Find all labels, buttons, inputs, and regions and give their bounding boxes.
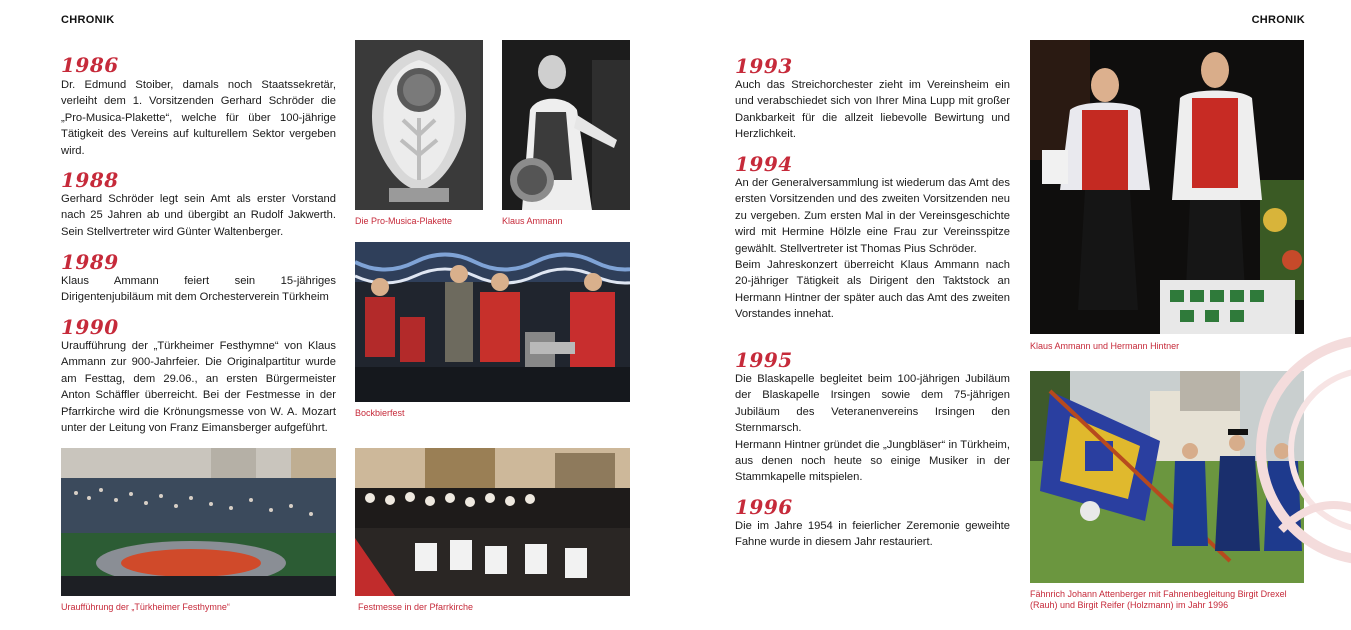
caption-festmesse: Festmesse in der Pfarrkirche	[358, 602, 474, 612]
year-heading-1986: 1986	[61, 53, 119, 77]
page-header-left: CHRONIK	[61, 14, 115, 26]
entry-text-1990: Uraufführung der „Türkheimer Festhymne“ von Klaus Ammann zur 900-Jahrfeier. Die Originalpartitur wurde am Festtag, dem 29.06., an ersten Bürgermeister Anton Schäffler überreicht. Bei der Festmesse in der Pfarrkirche wird die Krönungsmesse von W. A. Mozart unter der Leitung von Franz Eimansberger aufgeführt.	[61, 340, 336, 435]
caption-ammann-hintner: Klaus Ammann und Hermann Hintner	[1030, 341, 1180, 351]
festmesse-photo	[355, 448, 630, 596]
caption-ammann: Klaus Ammann	[502, 216, 563, 226]
entry-text-1986: Dr. Edmund Stoiber, damals noch Staatssekretär, verleiht dem 1. Vorsitzenden Gerhard Schröder die „Pro-Musica-Plakette“, welche für über 100-jährige Tätigkeit des Vereins auf kulturellem Sektor vergeben wird.	[61, 79, 336, 157]
year-heading-1995: 1995	[735, 348, 793, 372]
caption-plakette: Die Pro-Musica-Plakette	[355, 216, 453, 226]
entry-text-1995	[735, 371, 1010, 486]
year-heading-1989: 1989	[61, 250, 119, 274]
klaus-ammann-photo	[502, 40, 630, 210]
caption-faehnrich: Fähnrich Johann Attenberger mit Fahnenbegleitung Birgit Drexel (Rauh) und Birgit Reifer (Holzmann) im Jahr 1996	[1030, 589, 1287, 610]
year-heading-1994: 1994	[735, 152, 793, 176]
page-header-right: CHRONIK	[1251, 14, 1305, 26]
plakette-photo	[355, 40, 483, 210]
festhymne-photo	[61, 448, 336, 596]
year-heading-1993: 1993	[735, 54, 793, 78]
entry-text-1995-part1: Die Blaskapelle begleitet beim 100-jährigen Jubiläum der Blaskapelle Irsingen sowie dem 75-jährigen Jubiläum des Veteranenvereins Irsingen den Sternmarsch.	[735, 373, 1010, 435]
ammann-hintner-photo	[1030, 40, 1304, 334]
year-heading-1990: 1990	[61, 315, 119, 339]
entry-text-1996: Die im Jahre 1954 in feierlicher Zeremonie geweihte Fahne wurde in diesem Jahr restauriert.	[735, 520, 1010, 549]
year-heading-1996: 1996	[735, 495, 793, 519]
caption-bockbierfest: Bockbierfest	[355, 408, 405, 418]
caption-festhymne: Uraufführung der „Türkheimer Festhymne“	[61, 602, 230, 612]
entry-text-1993: Auch das Streichorchester zieht im Vereinsheim ein und verabschiedet sich von Ihrer Mina Lupp mit großer Dankbarkeit für die allzeit liebevolle Bewirtung und Herzlichkeit.	[735, 79, 1010, 141]
entry-text-1994	[735, 175, 1010, 323]
year-heading-1988: 1988	[61, 168, 119, 192]
bockbierfest-photo	[355, 242, 630, 402]
entry-text-1988: Gerhard Schröder legt sein Amt als erster Vorstand nach 25 Jahren ab und übergibt an Rudolf Jakwerth. Sein Stellvertreter wird Günter Waltenberger.	[61, 193, 336, 238]
entry-text-1989: Klaus Ammann feiert sein 15-jähriges Dirigentenjubiläum mit dem Orchesterverein Türkheim	[61, 275, 336, 304]
entry-text-1995-part2: Hermann Hintner gründet die „Jungbläser“ in Türkheim, aus denen noch heute so einige Musiker in der Stammkapelle mitspielen.	[735, 438, 1010, 484]
entry-text-1994-part2: Beim Jahreskonzert überreicht Klaus Ammann nach 20-jähriger Tätigkeit als Dirigent den Taktstock an Hermann Hintner der später auch das Amt des zweiten Vorstandes innehat.	[735, 259, 1010, 321]
entry-text-1994-part1: An der Generalversammlung ist wiederum das Amt des ersten Vorsitzenden und des zweiten Vorsitzenden neu zu vergeben. Zum ersten Mal in der Vereinsgeschichte wird mit Hermine Hölzle eine Frau zur Vereinsspitze gewählt. Stellvertreter ist Thomas Pius Schröder.	[735, 177, 1010, 255]
ornament-watermark	[1221, 330, 1351, 610]
